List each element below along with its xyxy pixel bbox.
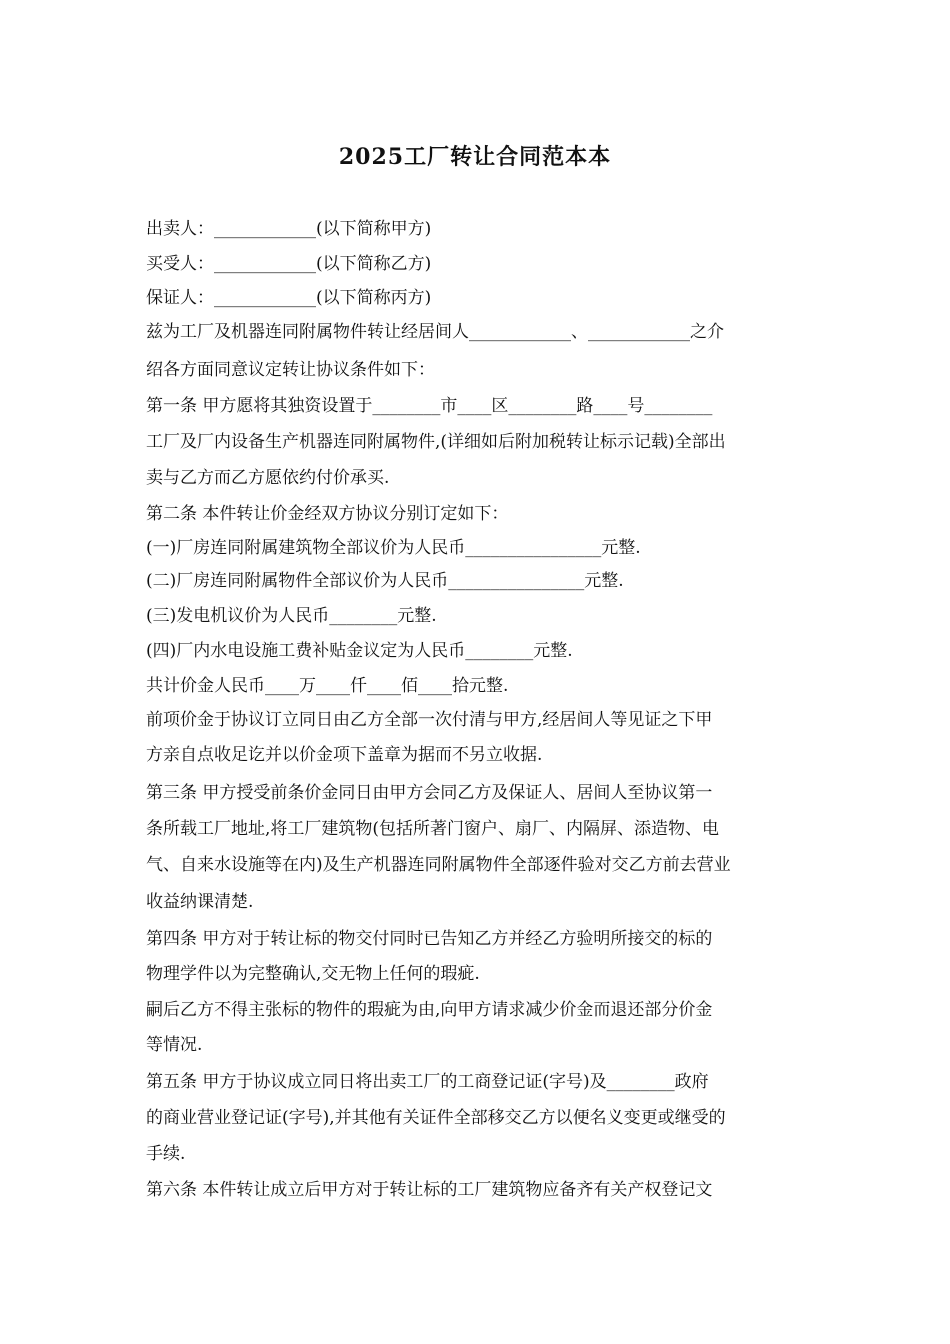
document-title: 2025工厂转让合同范本本 <box>338 144 612 170</box>
text-line: 工厂及厂内设备生产机器连同附属物件,(详细如后附加税转让标示记载)全部出 <box>146 432 726 452</box>
text-line: (一)厂房连同附属建筑物全部议价为人民币________________元整. <box>146 538 641 558</box>
text-line: 条所载工厂地址,将工厂建筑物(包括所著门窗户、扇厂、内隔屏、添造物、电 <box>146 819 720 839</box>
text-line: 保证人：____________(以下简称丙方) <box>146 288 432 308</box>
text-line: 第二条 本件转让价金经双方协议分别订定如下： <box>146 504 509 524</box>
text-line: 第三条 甲方授受前条价金同日由甲方会同乙方及保证人、居间人至协议第一 <box>146 783 713 803</box>
text-line: 第六条 本件转让成立后甲方对于转让标的工厂建筑物应备齐有关产权登记文 <box>146 1180 713 1200</box>
text-line: 前项价金于协议订立同日由乙方全部一次付清与甲方,经居间人等见证之下甲 <box>146 710 713 730</box>
text-line: 气、自来水设施等在内)及生产机器连同附属物件全部逐件验对交乙方前去营业 <box>146 855 731 875</box>
text-line: 等情况. <box>146 1035 203 1055</box>
text-line: 共计价金人民币____万____仟____佰____拾元整. <box>146 676 509 696</box>
text-line: 方亲自点收足讫并以价金项下盖章为据而不另立收据. <box>146 745 543 765</box>
text-line: 买受人：____________(以下简称乙方) <box>146 254 432 274</box>
text-line: 收益纳课清楚. <box>146 892 254 912</box>
text-line: 第五条 甲方于协议成立同日将出卖工厂的工商登记证(字号)及________政府 <box>146 1072 709 1092</box>
text-line: 嗣后乙方不得主张标的物件的瑕疵为由,向甲方请求减少价金而退还部分价金 <box>146 1000 713 1020</box>
text-line: 物理学件以为完整确认,交无物上任何的瑕疵. <box>146 964 480 984</box>
text-line: 兹为工厂及机器连同附属物件转让经居间人____________、____________之介 <box>146 322 724 342</box>
text-line: 出卖人：____________(以下简称甲方) <box>146 219 432 239</box>
text-line: 第一条 甲方愿将其独资设置于________市____区________路____号________ <box>146 396 713 416</box>
text-line: (四)厂内水电设施工费补贴金议定为人民币________元整. <box>146 641 573 661</box>
text-line: 卖与乙方而乙方愿依约付价承买. <box>146 468 390 488</box>
text-line: (三)发电机议价为人民币________元整. <box>146 606 437 626</box>
text-line: 的商业营业登记证(字号),并其他有关证件全部移交乙方以便名义变更或继受的 <box>146 1108 726 1128</box>
text-line: 绍各方面同意议定转让协议条件如下： <box>146 360 435 380</box>
text-line: (二)厂房连同附属物件全部议价为人民币________________元整. <box>146 571 624 591</box>
text-line: 手续. <box>146 1144 186 1164</box>
text-line: 第四条 甲方对于转让标的物交付同时已告知乙方并经乙方验明所接交的标的 <box>146 929 713 949</box>
